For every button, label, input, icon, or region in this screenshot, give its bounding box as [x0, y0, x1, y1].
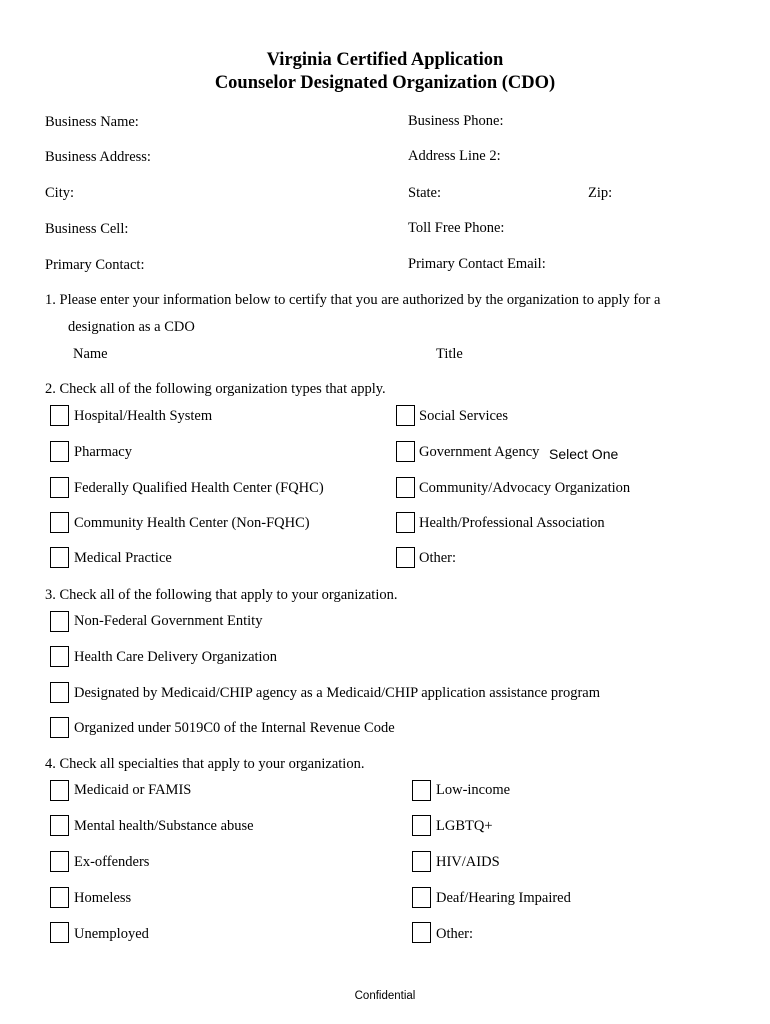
zip-field[interactable]: Zip:	[588, 185, 613, 201]
business-address-field[interactable]: Business Address:	[45, 149, 151, 165]
q1-prompt-line1: 1. Please enter your information below to certify that you are authorized by the organization to apply for a	[45, 292, 661, 308]
address-line2-field[interactable]: Address Line 2:	[408, 148, 501, 164]
checkbox-pharmacy[interactable]	[50, 441, 69, 462]
checkbox-label: Federally Qualified Health Center (FQHC)	[74, 480, 324, 496]
checkbox-label: Low-income	[436, 782, 511, 798]
business-phone-field[interactable]: Business Phone:	[408, 113, 504, 129]
checkbox-medicaid-chip-designated[interactable]	[50, 682, 69, 703]
q2-prompt: 2. Check all of the following organization types that apply.	[45, 381, 386, 397]
checkbox-label: Medical Practice	[74, 550, 172, 566]
checkbox-label: Ex-offenders	[74, 854, 150, 870]
checkbox-label: Community/Advocacy Organization	[419, 480, 631, 496]
city-field[interactable]: City:	[45, 185, 75, 201]
toll-free-phone-field[interactable]: Toll Free Phone:	[408, 220, 505, 236]
checkbox-low-income[interactable]	[412, 780, 431, 801]
checkbox-label: Unemployed	[74, 926, 149, 942]
checkbox-ex-offenders[interactable]	[50, 851, 69, 872]
checkbox-label: Hospital/Health System	[74, 408, 213, 424]
business-name-field[interactable]: Business Name:	[45, 114, 139, 130]
q3-prompt: 3. Check all of the following that apply to your organization.	[45, 587, 398, 603]
checkbox-deaf-hearing-impaired[interactable]	[412, 887, 431, 908]
checkbox-social-services[interactable]	[396, 405, 415, 426]
checkbox-label: Pharmacy	[74, 444, 132, 460]
state-field[interactable]: State:	[408, 185, 442, 201]
primary-contact-field[interactable]: Primary Contact:	[45, 257, 145, 273]
checkbox-label: Health/Professional Association	[419, 515, 605, 531]
checkbox-government-agency[interactable]	[396, 441, 415, 462]
checkbox-hospital-health-system[interactable]	[50, 405, 69, 426]
government-agency-select[interactable]: Select One	[549, 446, 619, 462]
checkbox-fqhc[interactable]	[50, 477, 69, 498]
checkbox-label: LGBTQ+	[436, 818, 493, 834]
checkbox-community-advocacy[interactable]	[396, 477, 415, 498]
checkbox-label: Designated by Medicaid/CHIP agency as a Medicaid/CHIP application assistance program	[74, 685, 601, 701]
checkbox-label: Deaf/Hearing Impaired	[436, 890, 571, 906]
checkbox-label: Medicaid or FAMIS	[74, 782, 192, 798]
checkbox-health-professional-association[interactable]	[396, 512, 415, 533]
checkbox-lgbtq[interactable]	[412, 815, 431, 836]
checkbox-label: Social Services	[419, 408, 508, 424]
checkbox-irc-organized[interactable]	[50, 717, 69, 738]
checkbox-community-health-center[interactable]	[50, 512, 69, 533]
name-field[interactable]: Name	[73, 346, 108, 362]
checkbox-non-federal-government[interactable]	[50, 611, 69, 632]
checkbox-label: Organized under 5019C0 of the Internal Revenue Code	[74, 720, 395, 736]
checkbox-label: Mental health/Substance abuse	[74, 818, 254, 834]
checkbox-homeless[interactable]	[50, 887, 69, 908]
title-field[interactable]: Title	[436, 346, 463, 362]
checkbox-medicaid-famis[interactable]	[50, 780, 69, 801]
business-cell-field[interactable]: Business Cell:	[45, 221, 129, 237]
checkbox-label: Other:	[419, 550, 457, 566]
checkbox-label: Community Health Center (Non-FQHC)	[74, 515, 310, 531]
checkbox-other-specialty[interactable]	[412, 922, 431, 943]
checkbox-label: HIV/AIDS	[436, 854, 500, 870]
checkbox-unemployed[interactable]	[50, 922, 69, 943]
checkbox-health-care-delivery[interactable]	[50, 646, 69, 667]
q1-prompt-line2: designation as a CDO	[68, 319, 195, 335]
checkbox-hiv-aids[interactable]	[412, 851, 431, 872]
checkbox-label: Non-Federal Government Entity	[74, 613, 263, 629]
form-title-line1: Virginia Certified Application	[266, 50, 504, 70]
primary-contact-email-field[interactable]: Primary Contact Email:	[408, 256, 546, 272]
checkbox-label: Government Agency	[419, 444, 540, 460]
footer-confidential: Confidential	[354, 990, 416, 1002]
q4-prompt: 4. Check all specialties that apply to your organization.	[45, 756, 365, 772]
checkbox-other-org-type[interactable]	[396, 547, 415, 568]
checkbox-label: Other:	[436, 926, 474, 942]
checkbox-label: Homeless	[74, 890, 132, 906]
checkbox-medical-practice[interactable]	[50, 547, 69, 568]
form-title-line2: Counselor Designated Organization (CDO)	[214, 73, 556, 93]
checkbox-mental-health[interactable]	[50, 815, 69, 836]
checkbox-label: Health Care Delivery Organization	[74, 649, 278, 665]
